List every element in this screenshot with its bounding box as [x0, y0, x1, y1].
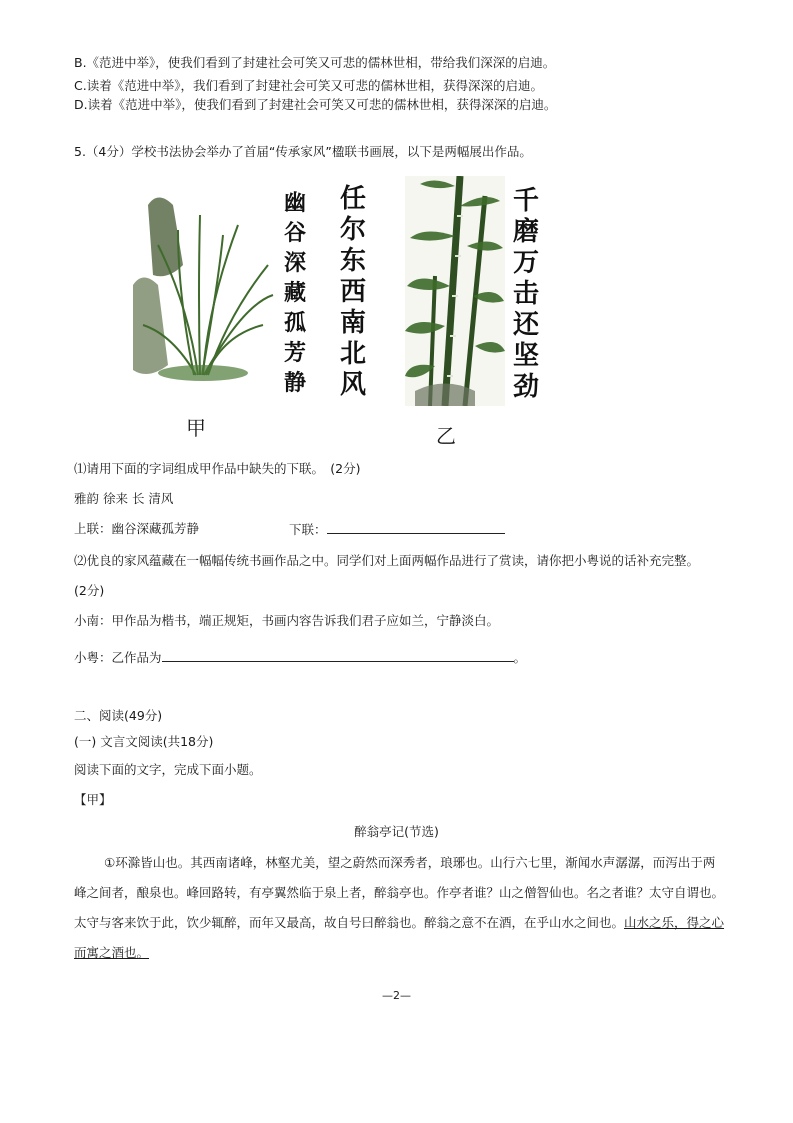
couplet-char: 坚: [513, 341, 540, 371]
paragraph-line: [74, 945, 149, 961]
option-b: B.《范进中举》，使我们看到了封建社会可笑又可悲的儒林世相，带给我们深深的启迪。: [74, 55, 556, 70]
couplet-char: 万: [513, 248, 540, 278]
couplet-char: 尔: [340, 215, 367, 245]
underlined-text: 而寓之酒也。: [74, 945, 150, 960]
article-title: 醉翁亭记(节选): [354, 824, 439, 839]
couplet-char: 西: [340, 277, 367, 307]
couplet-yi: [513, 186, 539, 403]
page-number: —2—: [382, 989, 411, 1002]
couplet-char: 东: [340, 246, 367, 276]
orchid-painting: [128, 185, 278, 385]
xiaonan-answer: 小南：甲作品为楷书，端正规矩，书画内容告诉我们君子应如兰，宁静淡白。: [74, 613, 500, 628]
paragraph-line: [74, 915, 724, 931]
bamboo-painting: [405, 176, 505, 406]
couplet-jia-left: [284, 188, 306, 398]
couplet-char: 藏: [284, 280, 307, 306]
lower-couplet-label: 下联：: [289, 522, 327, 537]
xiaoyue-row: [74, 649, 526, 666]
couplet-char: 幽: [284, 190, 307, 216]
paragraph-line: ①环滁皆山也。其西南诸峰，林壑尤美，望之蔚然而深秀者，琅琊也。山行六七里，渐闻水声潺潺，而泻出于两: [104, 855, 716, 870]
section-subtitle: (一) 文言文阅读(共18分): [74, 734, 214, 749]
paragraph-text: 太守与客来饮于此，饮少辄醉，而年又最高，故自号曰醉翁也。醉翁之意不在酒，在乎山水之间也。: [74, 915, 625, 930]
upper-couplet: 上联：幽谷深藏孤芳静: [74, 521, 200, 536]
xiaoyue-blank[interactable]: [162, 649, 514, 662]
label-jia: 【甲】: [74, 792, 112, 807]
underlined-text: 山水之乐，得之心: [624, 915, 725, 930]
xiaoyue-prefix: 小粤：乙作品为: [74, 650, 162, 665]
xiaoyue-suffix: 。: [513, 650, 527, 665]
couplet-char: 孤: [284, 310, 307, 336]
question-5-stem: 5.（4分）学校书法协会举办了首届“传承家风”楹联书画展，以下是两幅展出作品。: [74, 144, 532, 159]
sub-question-2-score: (2分): [74, 583, 105, 598]
couplet-char: 任: [340, 184, 367, 214]
couplet-char: 芳: [284, 340, 307, 366]
paragraph-line: 峰之间者，酿泉也。峰回路转，有亭翼然临于泉上者，醉翁亭也。作亭者谁？山之僧智仙也。名之者谁？太守自谓也。: [74, 885, 725, 900]
word-bank: 雅韵 徐来 长 清风: [74, 491, 174, 506]
couplet-char: 还: [513, 310, 540, 340]
orchid-image: [128, 185, 278, 385]
reading-instruction: 阅读下面的文字，完成下面小题。: [74, 762, 262, 777]
couplet-char: 南: [340, 308, 367, 338]
section-title: 二、阅读(49分): [74, 708, 163, 723]
caption-jia: 甲: [186, 416, 206, 440]
couplet-char: 深: [284, 250, 307, 276]
couplet-jia-right: [340, 184, 366, 401]
couplet-char: 静: [284, 370, 307, 396]
option-d: D.读着《范进中举》，使我们看到了封建社会可笑又可悲的儒林世相，获得深深的启迪。: [74, 97, 557, 112]
couplet-char: 千: [513, 186, 540, 216]
lower-couplet-blank[interactable]: [327, 521, 505, 534]
couplet-char: 磨: [513, 217, 540, 247]
couplet-char: 击: [513, 279, 540, 309]
caption-yi: 乙: [436, 424, 456, 448]
sub-question-1: ⑴请用下面的字词组成甲作品中缺失的下联。 (2分): [74, 461, 361, 476]
couplet-char: 劲: [513, 372, 540, 402]
couplet-char: 风: [340, 370, 367, 400]
sub-question-2: ⑵优良的家风蕴藏在一幅幅传统书画作品之中。同学们对上面两幅作品进行了赏读，请你把小粤说的话补充完整。: [74, 553, 700, 568]
couplet-char: 谷: [284, 220, 307, 246]
lower-couplet-row: [289, 521, 505, 538]
bamboo-image: [405, 176, 505, 406]
option-c: C.读着《范进中举》，我们看到了封建社会可笑又可悲的儒林世相，获得深深的启迪。: [74, 78, 543, 93]
couplet-char: 北: [340, 339, 367, 369]
